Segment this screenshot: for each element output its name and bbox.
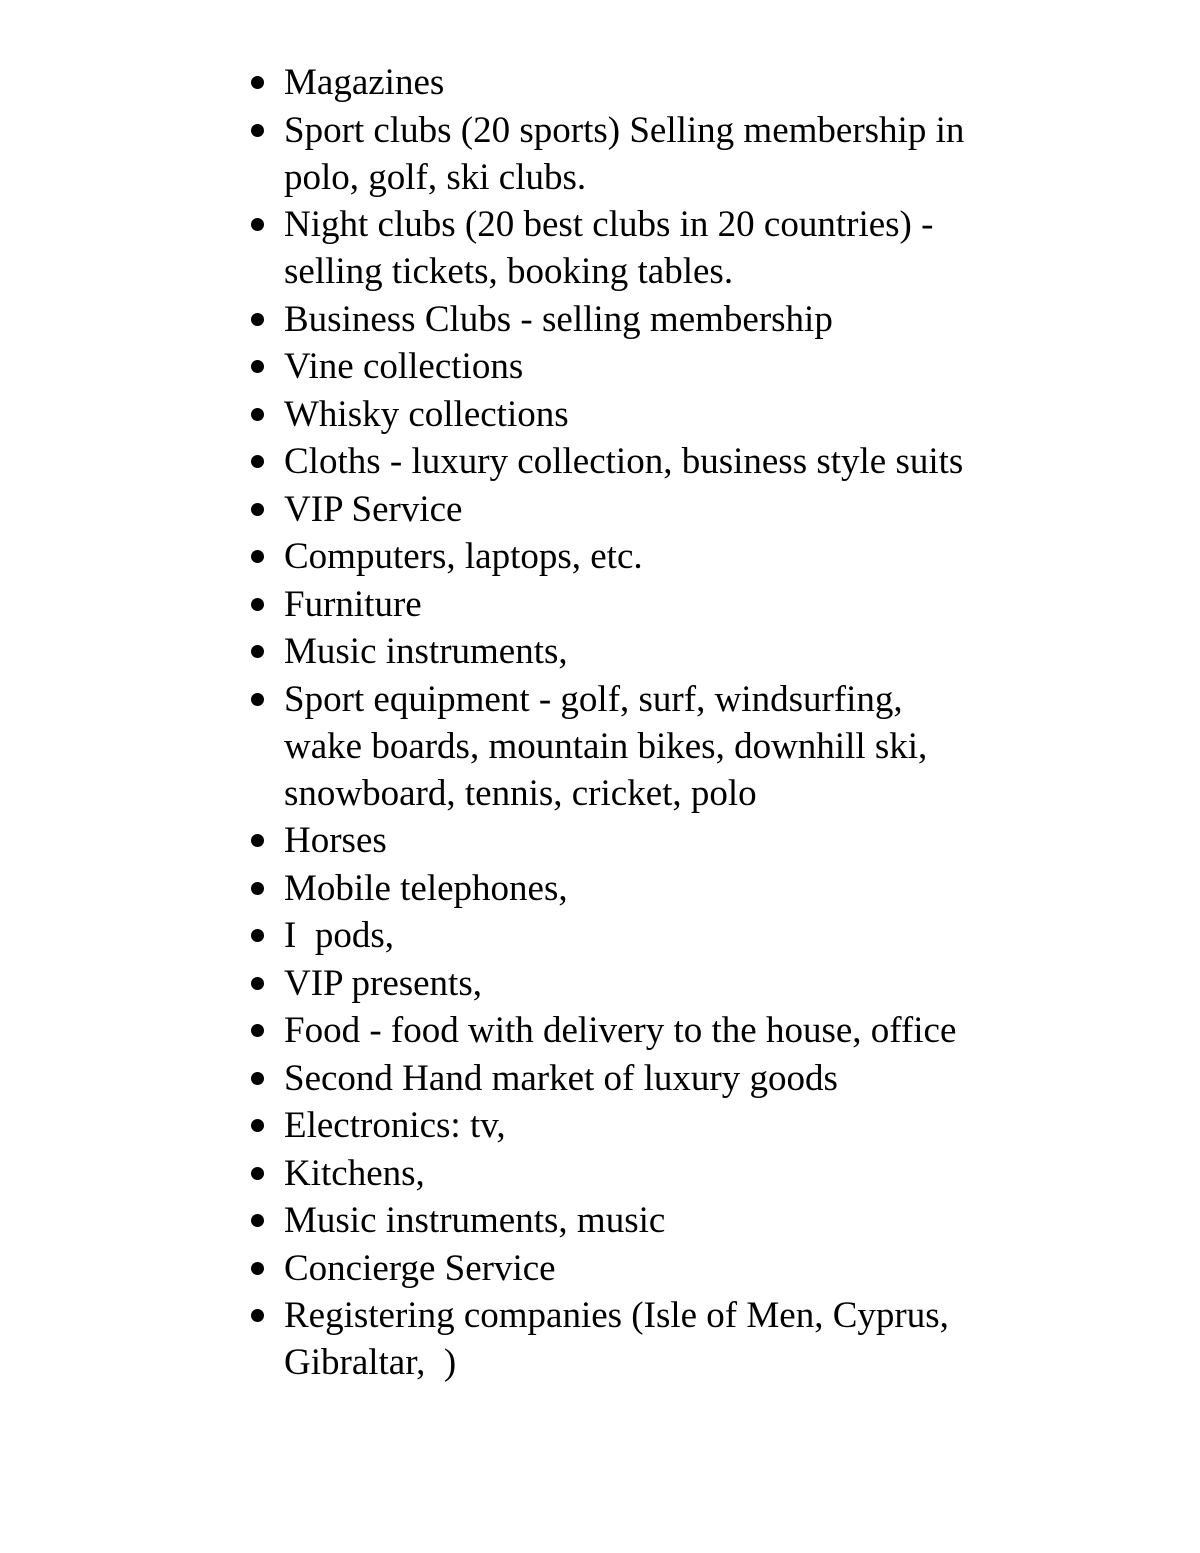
list-item-text <box>284 960 1028 1007</box>
list-item-text <box>284 676 1028 817</box>
list-item-text <box>284 486 1028 533</box>
list-item-line: VIP presents, <box>284 962 482 1004</box>
list-item-text <box>284 1150 1028 1197</box>
bullet-icon <box>251 834 264 847</box>
list-item-line: selling tickets, booking tables. <box>284 251 734 292</box>
bullet-icon <box>251 1167 264 1180</box>
bullet-icon <box>251 408 264 421</box>
bullet-icon <box>251 693 264 706</box>
list-item <box>248 960 1028 1007</box>
list-item <box>248 296 1028 343</box>
list-item <box>248 391 1028 438</box>
list-item <box>248 343 1028 390</box>
list-item-text <box>284 438 1028 485</box>
bulleted-list <box>248 59 1028 1387</box>
list-item <box>248 438 1028 485</box>
list-item-line: VIP Service <box>284 488 463 530</box>
list-item-text <box>284 581 1028 628</box>
list-item-text <box>284 59 1028 106</box>
bullet-icon <box>251 218 264 231</box>
list-item-line: Registering companies (Isle of Men, Cyprus, <box>284 1295 949 1336</box>
list-item-line: Sport clubs (20 sports) Selling membership in <box>284 109 965 151</box>
list-item <box>248 1150 1028 1197</box>
bullet-icon <box>251 313 264 326</box>
list-item <box>248 1102 1028 1149</box>
list-item <box>248 1245 1028 1292</box>
bullet-icon <box>251 645 264 658</box>
list-item <box>248 912 1028 959</box>
list-item-line: Music instruments, music <box>284 1200 666 1241</box>
list-item-line: Electronics: tv, <box>284 1105 506 1146</box>
bullet-icon <box>251 929 264 942</box>
list-item <box>248 1055 1028 1102</box>
bullet-icon <box>251 76 264 89</box>
list-item-line: Gibraltar, ) <box>284 1342 457 1383</box>
list-item-line: Cloths - luxury collection, business style suits <box>284 441 964 482</box>
list-item-line: Furniture <box>284 583 422 625</box>
list-item <box>248 817 1028 864</box>
bullet-icon <box>251 550 264 563</box>
list-item <box>248 486 1028 533</box>
list-item-line: Magazines <box>284 62 445 103</box>
list-item-line: Night clubs (20 best clubs in 20 countries) - <box>284 204 934 245</box>
list-item-text <box>284 1197 1028 1244</box>
list-item-line: snowboard, tennis, cricket, polo <box>284 772 757 814</box>
list-item-text <box>284 912 1028 959</box>
list-item <box>248 1007 1028 1054</box>
bullet-icon <box>251 1262 264 1275</box>
list-item <box>248 676 1028 817</box>
list-item <box>248 201 1028 295</box>
bullet-icon <box>251 598 264 611</box>
list-item-line: polo, golf, ski clubs. <box>284 156 587 198</box>
list-item-text <box>284 865 1028 912</box>
list-item-text <box>284 1007 1028 1054</box>
bullet-icon <box>251 360 264 373</box>
list-item-line: wake boards, mountain bikes, downhill ski, <box>284 725 928 767</box>
list-item-line: Business Clubs - selling membership <box>284 298 833 340</box>
list-item-line: I pods, <box>284 915 394 956</box>
bullet-icon <box>251 124 264 137</box>
list-item-text <box>284 343 1028 390</box>
list-item-text <box>284 1102 1028 1149</box>
bullet-icon <box>251 1119 264 1132</box>
list-item-line: Sport equipment - golf, surf, windsurfing, <box>284 678 903 720</box>
list-item <box>248 1292 1028 1386</box>
bullet-icon <box>251 1024 264 1037</box>
bullet-icon <box>251 1309 264 1322</box>
list-item <box>248 533 1028 580</box>
list-item-line: Whisky collections <box>284 393 569 435</box>
list-item <box>248 628 1028 675</box>
list-item-line: Mobile telephones, <box>284 867 568 909</box>
list-item-text <box>284 817 1028 864</box>
list-item-line: Computers, laptops, etc. <box>284 536 643 577</box>
list-item-line: Concierge Service <box>284 1247 556 1289</box>
list-item-text <box>284 628 1028 675</box>
bullet-icon <box>251 503 264 516</box>
list-item-line: Horses <box>284 820 387 861</box>
list-item-text <box>284 391 1028 438</box>
list-item-text <box>284 1292 1028 1386</box>
bullet-icon <box>251 455 264 468</box>
list-item-text <box>284 296 1028 343</box>
bullet-icon <box>251 882 264 895</box>
list-item-line: Music instruments, <box>284 631 568 672</box>
list-item <box>248 581 1028 628</box>
list-item <box>248 865 1028 912</box>
list-item-text <box>284 1055 1028 1102</box>
list-item-text <box>284 533 1028 580</box>
bullet-icon <box>251 1214 264 1227</box>
list-item-text <box>284 107 1028 201</box>
list-item <box>248 59 1028 106</box>
list-item <box>248 107 1028 201</box>
list-item-line: Food - food with delivery to the house, office <box>284 1010 957 1051</box>
list-item-text <box>284 1245 1028 1292</box>
bullet-icon <box>251 1072 264 1085</box>
list-item-line: Kitchens, <box>284 1152 425 1194</box>
list-item-line: Vine collections <box>284 346 524 387</box>
list-item-line: Second Hand market of luxury goods <box>284 1057 838 1099</box>
list-item-text <box>284 201 1028 295</box>
list-item <box>248 1197 1028 1244</box>
bullet-icon <box>251 977 264 990</box>
